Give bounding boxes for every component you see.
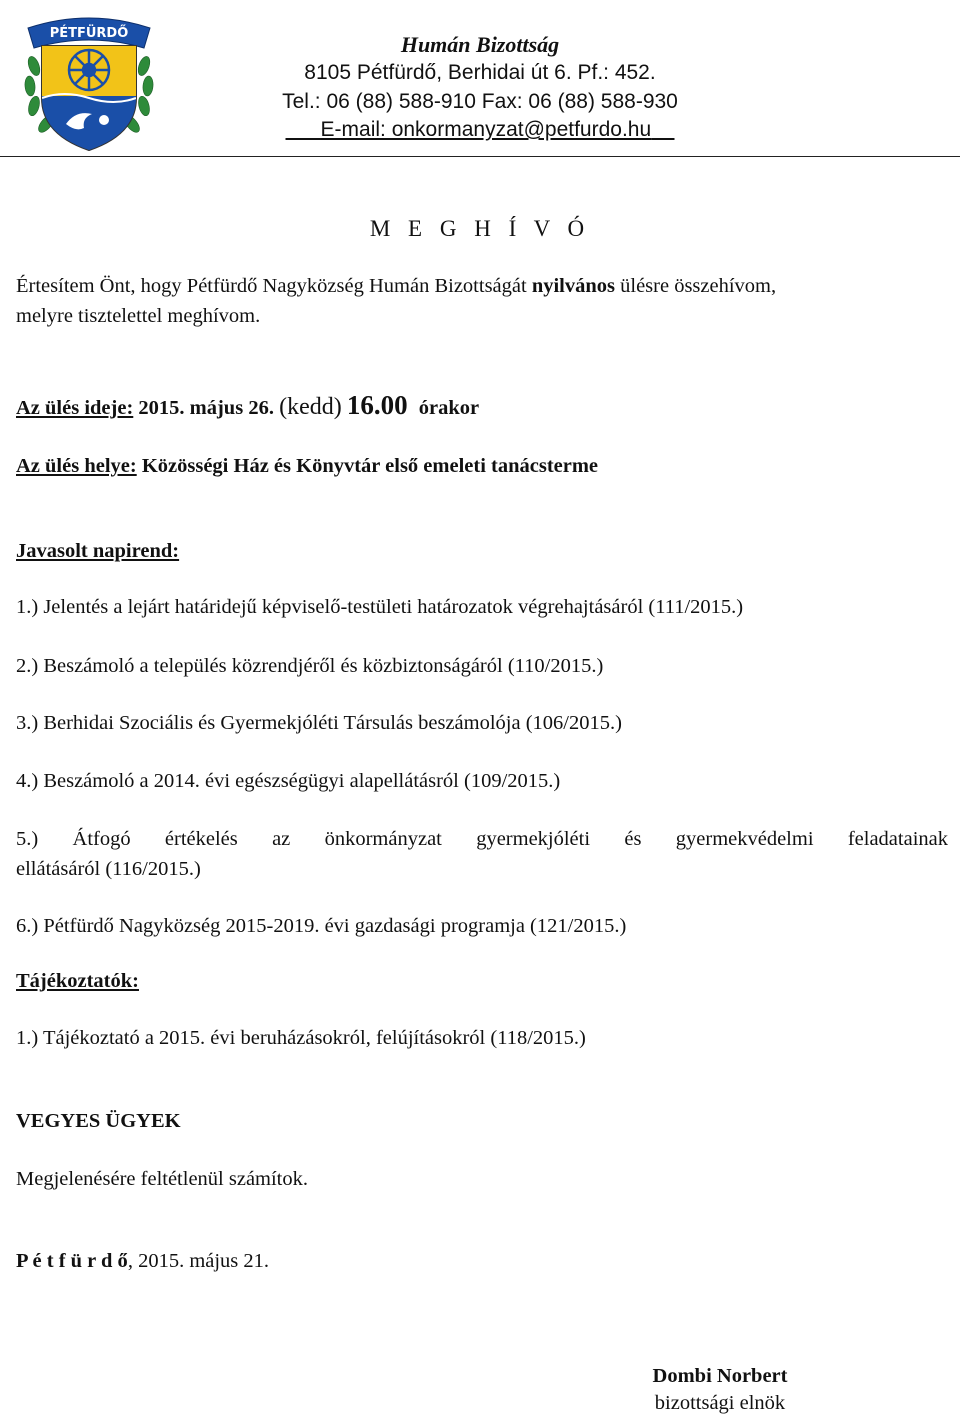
meeting-hour: 16.00 [346, 390, 408, 420]
agenda-item: 4.) Beszámoló a 2014. évi egészségügyi alapellátásról (109/2015.) [16, 770, 561, 792]
agenda-heading: Javasolt napirend: [16, 540, 180, 562]
misc-heading: VEGYES ÜGYEK [16, 1110, 181, 1132]
pétfürdő-crest-logo [14, 6, 164, 154]
info-heading: Tájékoztatók: [16, 970, 139, 992]
phone-fax-line: Tel.: 06 (88) 588-910 Fax: 06 (88) 588-930 [282, 90, 678, 113]
place-name: P é t f ü r d ő [16, 1250, 128, 1272]
agenda-item-continuation: ellátásáról (116/2015.) [16, 858, 201, 880]
agenda-item: 3.) Berhidai Szociális és Gyermekjóléti Társulás beszámolója (106/2015.) [16, 712, 622, 734]
email-link[interactable]: E-mail: onkormanyzat@petfurdo.hu [320, 118, 652, 141]
intro-paragraph-line2: melyre tisztelettel meghívom. [16, 305, 261, 327]
signatory-role: bizottsági elnök [654, 1392, 786, 1414]
place-date [16, 1250, 269, 1273]
agenda-item: 2.) Beszámoló a település közrendjéről és közbiztonságáról (110/2015.) [16, 655, 604, 677]
signatory-name: Dombi Norbert [652, 1365, 788, 1387]
intro-paragraph-line1: Értesítem Önt, hogy Pétfürdő Nagyközség Humán Bizottságát nyilvános ülésre összehívom, [16, 275, 777, 297]
address-line: 8105 Pétfürdő, Berhidai út 6. Pf.: 452. [304, 61, 656, 84]
agenda-item: 5.) Átfogó értékelés az önkormányzat gyermekjóléti és gyermekvédelmi feladatainak [16, 828, 948, 850]
meeting-time [16, 390, 479, 421]
meeting-time-label: Az ülés ideje: [16, 397, 134, 419]
agenda-item: 6.) Pétfürdő Nagyközség 2015-2019. évi gazdasági programja (121/2015.) [16, 915, 627, 937]
header-divider [0, 156, 960, 157]
agenda-item: 1.) Jelentés a lejárt határidejű képviselő-testületi határozatok végrehajtásáról (111/2015.) [16, 596, 744, 618]
meeting-place-label: Az ülés helye: [16, 455, 137, 477]
info-item: 1.) Tájékoztató a 2015. évi beruházásokról, felújításokról (118/2015.) [16, 1027, 586, 1049]
document-date: , 2015. május 21. [127, 1250, 270, 1272]
committee-name: Humán Bizottság [400, 32, 560, 57]
meeting-weekday: (kedd) [279, 394, 342, 420]
document-title: M E G H Í V Ó [369, 216, 591, 241]
email-line [180, 118, 780, 142]
crest-lettering: PÉTFÜRDŐ [49, 26, 129, 41]
meeting-date: 2015. május 26. [138, 397, 274, 419]
closing-sentence: Megjelenésére feltétlenül számítok. [16, 1168, 309, 1190]
meeting-place-value: Közösségi Ház és Könyvtár első emeleti tanácsterme [141, 455, 599, 477]
meeting-hour-suffix: órakor [418, 397, 480, 419]
meeting-place [16, 455, 598, 478]
